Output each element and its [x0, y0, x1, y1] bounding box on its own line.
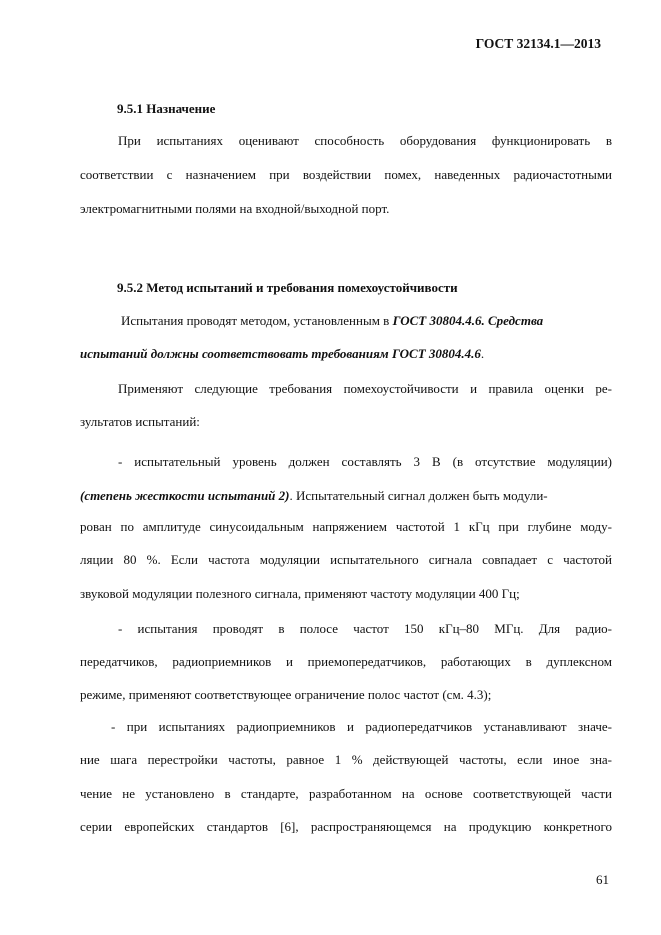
section-heading-9-5-1: 9.5.1 Назначение	[117, 101, 216, 116]
list-item-line: серии европейских стандартов [6], распространяющемся на продукцию конкретного	[80, 819, 612, 834]
list-item-line: рован по амплитуде синусоидальным напряжением частотой 1 кГц при глубине моду-	[80, 519, 612, 534]
standard-reference: ГОСТ 30804.4.6. Средства	[392, 313, 544, 328]
paragraph-line: При испытаниях оценивают способность оборудования функционировать в	[118, 133, 612, 148]
list-item-line: передатчиков, радиоприемников и приемопередатчиков, работающих в дуплексном	[80, 654, 612, 669]
paragraph-line	[121, 313, 612, 329]
paragraph-line: электромагнитными полями на входной/выходной порт.	[80, 201, 390, 216]
list-item-line: ляции 80 %. Если частота модуляции испытательного сигнала совпадает с частотой	[80, 552, 612, 567]
document-header: ГОСТ 32134.1—2013	[475, 36, 601, 51]
list-item-line: звуковой модуляции полезного сигнала, применяют частоту модуляции 400 Гц;	[80, 586, 520, 601]
paragraph-text: .	[480, 346, 485, 361]
page-number: 61	[596, 872, 609, 887]
paragraph-line: Применяют следующие требования помехоустойчивости и правила оценки ре-	[118, 381, 612, 396]
emphasized-text: (степень жесткости испытаний 2)	[80, 488, 290, 503]
list-item-line: - при испытаниях радиоприемников и радиопередатчиков устанавливают значе-	[111, 719, 612, 734]
paragraph-text: Испытания проводят методом, установленным в	[121, 313, 393, 328]
paragraph-line: зультатов испытаний:	[80, 414, 200, 429]
paragraph-line	[80, 346, 612, 362]
paragraph-line: соответствии с назначением при воздействии помех, наведенных радиочастотными	[80, 167, 612, 182]
list-item-line: чение не установлено в стандарте, разработанном на основе соответствующей части	[80, 786, 612, 801]
list-item-line: - испытательный уровень должен составлять 3 В (в отсутствие модуляции)	[118, 454, 612, 469]
list-item-line: ние шага перестройки частоты, равное 1 % действующей частоты, если иное зна-	[80, 752, 612, 767]
section-heading-9-5-2: 9.5.2 Метод испытаний и требования помехоустойчивости	[117, 280, 458, 295]
list-item-line: - испытания проводят в полосе частот 150 кГц–80 МГц. Для радио-	[118, 621, 612, 636]
paragraph-text: . Испытательный сигнал должен быть модули-	[289, 488, 548, 503]
emphasized-text: испытаний должны соответствовать требованиям ГОСТ 30804.4.6	[80, 346, 481, 361]
list-item-line	[80, 488, 612, 504]
list-item-line: режиме, применяют соответствующее ограничение полос частот (см. 4.3);	[80, 687, 492, 702]
